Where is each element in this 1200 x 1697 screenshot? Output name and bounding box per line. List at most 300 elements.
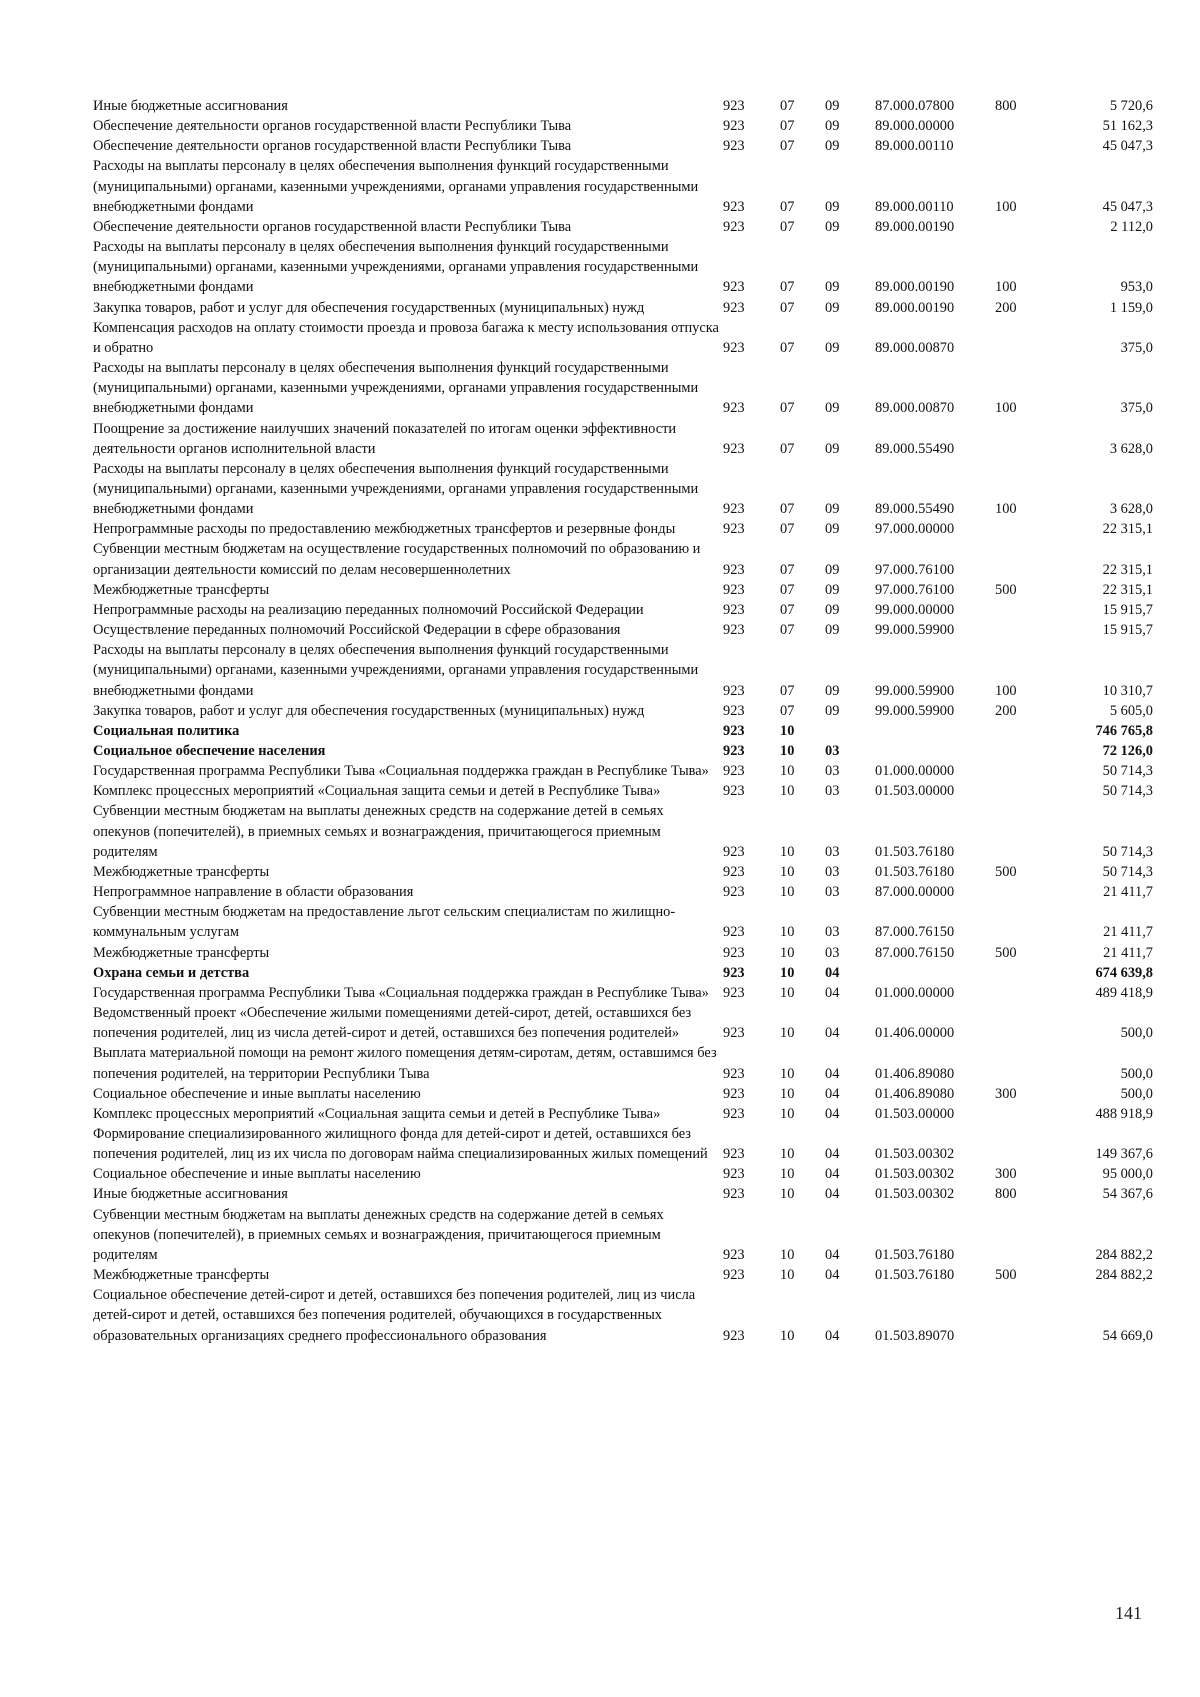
row-section-code: 10 — [780, 763, 795, 780]
row-subsection-code: 09 — [825, 561, 840, 578]
row-subsection-code: 03 — [825, 863, 840, 880]
row-target-article: 89.000.55490 — [875, 440, 955, 457]
row-target-article: 01.503.00000 — [875, 783, 955, 800]
row-name: Обеспечение деятельности органов государственной власти Республики Тыва — [93, 118, 572, 135]
row-target-article: 97.000.76100 — [875, 581, 955, 598]
row-section-code: 07 — [780, 198, 795, 215]
row-expense-type — [995, 902, 1053, 942]
row-section-code: 10 — [780, 944, 795, 961]
row-section-code: 07 — [780, 702, 795, 719]
table-row — [93, 1124, 1153, 1164]
table-row — [93, 358, 1153, 418]
row-section-code: 10 — [780, 1105, 795, 1122]
row-section-code: 10 — [780, 743, 795, 759]
row-subsection-code: 09 — [825, 702, 840, 719]
row-name: Субвенции местным бюджетам на выплаты денежных средств на содержание детей в семьях опекунов (попечителей), в приемных семьях и вознаграждения, причитающегося приемным родителям — [93, 803, 664, 860]
row-amount: 45 047,3 — [1102, 198, 1153, 215]
row-amount: 489 418,9 — [1095, 984, 1153, 1001]
row-grbs-code: 923 — [723, 783, 745, 800]
table-row — [93, 1184, 1153, 1204]
row-grbs-code: 923 — [723, 299, 745, 316]
row-subsection-code: 04 — [825, 1085, 840, 1102]
table-row — [93, 298, 1153, 318]
row-grbs-code: 923 — [723, 722, 745, 739]
table-row — [93, 721, 1153, 741]
row-subsection-code: 09 — [825, 440, 840, 457]
row-amount: 500,0 — [1120, 1025, 1153, 1042]
table-row — [93, 217, 1153, 237]
row-grbs-code: 923 — [723, 743, 745, 759]
table-row — [93, 1285, 1153, 1345]
row-section-code: 07 — [780, 279, 795, 296]
row-amount: 1 159,0 — [1109, 299, 1153, 316]
row-name: Выплата материальной помощи на ремонт жилого помещения детям-сиротам, детям, оставшимся без попечения родителей, на территории Республики Тыва — [93, 1045, 717, 1082]
row-expense-type — [995, 963, 1053, 983]
row-subsection-code: 03 — [825, 843, 840, 860]
row-expense-type: 100 — [995, 501, 1017, 518]
row-name: Формирование специализированного жилищного фонда для детей-сирот и детей, оставшихся без попечения родителей, лиц из их числа по договорам найма специализированных жилых помещений — [93, 1125, 708, 1163]
table-row — [93, 237, 1153, 297]
table-row — [93, 539, 1153, 579]
row-amount: 15 915,7 — [1102, 601, 1153, 618]
row-target-article: 01.503.00302 — [875, 1146, 955, 1163]
row-grbs-code: 923 — [723, 984, 745, 1001]
table-row — [93, 1164, 1153, 1184]
row-grbs-code: 923 — [723, 198, 745, 215]
row-amount: 22 315,1 — [1102, 521, 1153, 538]
row-target-article: 01.000.00000 — [875, 763, 955, 780]
row-grbs-code: 923 — [723, 702, 745, 719]
row-name: Иные бюджетные ассигнования — [93, 1186, 288, 1203]
row-amount: 15 915,7 — [1102, 622, 1153, 639]
row-section-code: 07 — [780, 118, 795, 135]
row-expense-type: 200 — [995, 702, 1017, 719]
row-expense-type: 800 — [995, 98, 1017, 114]
row-amount: 5 720,6 — [1109, 98, 1153, 114]
row-amount: 50 714,3 — [1102, 843, 1153, 860]
row-amount: 54 367,6 — [1102, 1186, 1153, 1203]
row-subsection-code: 04 — [825, 984, 840, 1001]
row-amount: 95 000,0 — [1102, 1166, 1153, 1183]
row-name: Поощрение за достижение наилучших значений показателей по итогам оценки эффективности деятельности органов исполнительной власти — [93, 420, 677, 457]
row-grbs-code: 923 — [723, 581, 745, 598]
row-grbs-code: 923 — [723, 561, 745, 578]
row-section-code: 07 — [780, 400, 795, 417]
row-expense-type — [995, 1104, 1053, 1124]
row-section-code: 07 — [780, 521, 795, 538]
row-subsection-code: 03 — [825, 743, 840, 759]
row-subsection-code: 03 — [825, 944, 840, 961]
row-expense-type: 500 — [995, 1267, 1017, 1284]
row-amount: 284 882,2 — [1095, 1246, 1153, 1263]
row-name: Расходы на выплаты персоналу в целях обеспечения выполнения функций государственными (муниципальными) органами, казенными учреждениями, органами управления государственными внебюджетными фондами — [93, 360, 699, 417]
row-expense-type — [995, 781, 1053, 801]
row-name: Социальное обеспечение и иные выплаты населению — [93, 1166, 421, 1183]
row-amount: 284 882,2 — [1095, 1267, 1153, 1284]
table-row — [93, 580, 1153, 600]
row-amount: 3 628,0 — [1109, 501, 1153, 518]
row-amount: 500,0 — [1120, 1065, 1153, 1082]
row-amount: 21 411,7 — [1103, 924, 1153, 941]
row-target-article: 01.503.89070 — [875, 1327, 955, 1344]
table-row — [93, 781, 1153, 801]
row-name: Закупка товаров, работ и услуг для обеспечения государственных (муниципальных) нужд — [93, 299, 645, 316]
table-row — [93, 701, 1153, 721]
row-section-code: 10 — [780, 1186, 795, 1203]
row-subsection-code: 09 — [825, 198, 840, 215]
row-name: Государственная программа Республики Тыва «Социальная поддержка граждан в Республике Тыва» — [93, 984, 709, 1001]
table-row — [93, 862, 1153, 882]
row-subsection-code: 04 — [825, 1025, 840, 1042]
table-row — [93, 1043, 1153, 1083]
row-amount: 22 315,1 — [1102, 581, 1153, 598]
row-expense-type: 100 — [995, 400, 1017, 417]
row-section-code: 10 — [780, 783, 795, 800]
row-target-article: 99.000.59900 — [875, 622, 955, 639]
row-expense-type — [995, 519, 1053, 539]
table-row — [93, 136, 1153, 156]
row-target-article: 87.000.76150 — [875, 944, 955, 961]
row-amount: 50 714,3 — [1102, 783, 1153, 800]
row-subsection-code: 09 — [825, 118, 840, 135]
row-section-code: 10 — [780, 1166, 795, 1183]
row-target-article: 97.000.76100 — [875, 561, 955, 578]
row-name: Субвенции местным бюджетам на выплаты денежных средств на содержание детей в семьях опекунов (попечителей), в приемных семьях и вознаграждения, причитающегося приемным родителям — [93, 1206, 664, 1263]
row-target-article: 89.000.55490 — [875, 501, 955, 518]
row-expense-type: 100 — [995, 682, 1017, 699]
row-target-article: 99.000.00000 — [875, 601, 955, 618]
row-grbs-code: 923 — [723, 1186, 745, 1203]
table-row — [93, 983, 1153, 1003]
table-row — [93, 1265, 1153, 1285]
row-section-code: 10 — [780, 1085, 795, 1102]
row-grbs-code: 923 — [723, 339, 745, 356]
row-amount: 488 918,9 — [1095, 1105, 1153, 1122]
row-subsection-code: 09 — [825, 682, 840, 699]
row-expense-type: 500 — [995, 581, 1017, 598]
row-subsection-code: 03 — [825, 783, 840, 800]
row-target-article: 89.000.00190 — [875, 279, 955, 296]
row-grbs-code: 923 — [723, 218, 745, 235]
row-target-article: 01.503.76180 — [875, 863, 955, 880]
row-section-code: 07 — [780, 299, 795, 316]
row-amount: 21 411,7 — [1103, 884, 1153, 901]
table-row — [93, 156, 1153, 216]
row-name: Компенсация расходов на оплату стоимости проезда и провоза багажа к месту использования отпуска и обратно — [93, 319, 719, 356]
row-name: Непрограммное направление в области образования — [93, 884, 414, 901]
row-section-code: 07 — [780, 339, 795, 356]
row-name: Субвенции местным бюджетам на предоставление льгот сельским специалистам по жилищно-коммунальным услугам — [93, 904, 676, 941]
row-grbs-code: 923 — [723, 944, 745, 961]
row-grbs-code: 923 — [723, 964, 745, 981]
row-expense-type — [995, 721, 1053, 741]
row-subsection-code: 09 — [825, 138, 840, 155]
row-name: Межбюджетные трансферты — [93, 863, 270, 880]
row-expense-type — [995, 116, 1053, 136]
row-expense-type: 300 — [995, 1085, 1017, 1102]
row-subsection-code: 04 — [825, 1267, 840, 1284]
row-section-code: 10 — [780, 863, 795, 880]
row-expense-type: 800 — [995, 1186, 1017, 1203]
row-target-article — [875, 721, 995, 741]
row-target-article: 97.000.00000 — [875, 521, 955, 538]
row-expense-type — [995, 1205, 1053, 1265]
row-target-article: 89.000.00870 — [875, 400, 955, 417]
table-row — [93, 600, 1153, 620]
row-expense-type — [995, 1285, 1053, 1345]
row-subsection-code — [825, 721, 875, 741]
row-expense-type — [995, 801, 1053, 861]
row-subsection-code: 09 — [825, 299, 840, 316]
row-target-article: 01.503.76180 — [875, 1267, 955, 1284]
row-subsection-code: 04 — [825, 1246, 840, 1263]
row-amount: 149 367,6 — [1095, 1146, 1153, 1163]
row-name: Социальное обеспечение и иные выплаты населению — [93, 1085, 421, 1102]
row-grbs-code: 923 — [723, 400, 745, 417]
table-row — [93, 1104, 1153, 1124]
row-name: Субвенции местным бюджетам на осуществление государственных полномочий по образованию и организации деятельности комиссий по делам несовершеннолетних — [93, 541, 701, 578]
table-row — [93, 1205, 1153, 1265]
row-subsection-code: 04 — [825, 1186, 840, 1203]
row-grbs-code: 923 — [723, 1065, 745, 1082]
row-grbs-code: 923 — [723, 1246, 745, 1263]
row-amount: 21 411,7 — [1103, 944, 1153, 961]
row-amount: 72 126,0 — [1102, 743, 1153, 759]
row-amount: 953,0 — [1120, 279, 1153, 296]
row-grbs-code: 923 — [723, 1085, 745, 1102]
table-row — [93, 902, 1153, 942]
row-grbs-code: 923 — [723, 279, 745, 296]
row-expense-type — [995, 1043, 1053, 1083]
row-grbs-code: 923 — [723, 924, 745, 941]
row-section-code: 10 — [780, 1327, 795, 1344]
row-grbs-code: 923 — [723, 1267, 745, 1284]
row-amount: 50 714,3 — [1102, 763, 1153, 780]
row-subsection-code: 03 — [825, 763, 840, 780]
row-amount: 746 765,8 — [1095, 722, 1153, 739]
table-row — [93, 1084, 1153, 1104]
row-name: Государственная программа Республики Тыва «Социальная поддержка граждан в Республике Тыва» — [93, 763, 709, 780]
row-section-code: 07 — [780, 561, 795, 578]
row-target-article: 99.000.59900 — [875, 682, 955, 699]
row-subsection-code: 09 — [825, 400, 840, 417]
row-section-code: 10 — [780, 1065, 795, 1082]
row-name: Комплекс процессных мероприятий «Социальная защита семьи и детей в Республике Тыва» — [93, 783, 661, 800]
row-expense-type — [995, 882, 1053, 902]
row-target-article: 01.503.76180 — [875, 843, 955, 860]
row-subsection-code: 03 — [825, 884, 840, 901]
row-expense-type — [995, 983, 1053, 1003]
row-grbs-code: 923 — [723, 622, 745, 639]
table-row — [93, 741, 1153, 761]
table-row — [93, 96, 1153, 116]
row-expense-type — [995, 620, 1053, 640]
row-target-article: 01.000.00000 — [875, 984, 955, 1001]
row-expense-type — [995, 1003, 1053, 1043]
row-target-article: 89.000.00000 — [875, 118, 955, 135]
row-target-article: 89.000.00190 — [875, 299, 955, 316]
row-subsection-code: 09 — [825, 98, 840, 114]
row-grbs-code: 923 — [723, 843, 745, 860]
row-section-code: 10 — [780, 1025, 795, 1042]
row-subsection-code: 09 — [825, 581, 840, 598]
row-amount: 5 605,0 — [1109, 702, 1153, 719]
row-section-code: 07 — [780, 98, 795, 114]
row-section-code: 10 — [780, 1146, 795, 1163]
row-amount: 3 628,0 — [1109, 440, 1153, 457]
row-expense-type: 100 — [995, 279, 1017, 296]
row-expense-type — [995, 761, 1053, 781]
row-amount: 45 047,3 — [1102, 138, 1153, 155]
row-grbs-code: 923 — [723, 884, 745, 901]
row-expense-type: 500 — [995, 944, 1017, 961]
row-name: Непрограммные расходы по предоставлению межбюджетных трансфертов и резервные фонды — [93, 521, 676, 538]
row-grbs-code: 923 — [723, 440, 745, 457]
row-name: Межбюджетные трансферты — [93, 1267, 270, 1284]
row-grbs-code: 923 — [723, 1166, 745, 1183]
row-name: Социальное обеспечение населения — [93, 743, 326, 759]
row-name: Расходы на выплаты персоналу в целях обеспечения выполнения функций государственными (муниципальными) органами, казенными учреждениями, органами управления государственными внебюджетными фондами — [93, 460, 699, 518]
row-grbs-code: 923 — [723, 1105, 745, 1122]
row-target-article: 87.000.07800 — [875, 98, 955, 114]
row-section-code: 10 — [780, 924, 795, 941]
row-name: Расходы на выплаты персоналу в целях обеспечения выполнения функций государственными (муниципальными) органами, казенными учреждениями, органами управления государственными внебюджетными фондами — [93, 158, 699, 215]
row-grbs-code: 923 — [723, 501, 745, 518]
row-target-article: 89.000.00110 — [875, 198, 954, 215]
table-row — [93, 761, 1153, 781]
row-section-code: 10 — [780, 1246, 795, 1263]
row-amount: 54 669,0 — [1102, 1327, 1153, 1344]
row-grbs-code: 923 — [723, 138, 745, 155]
row-target-article: 01.503.00302 — [875, 1166, 955, 1183]
row-expense-type: 300 — [995, 1166, 1017, 1183]
row-grbs-code: 923 — [723, 98, 745, 114]
row-expense-type: 100 — [995, 198, 1017, 215]
table-row — [93, 620, 1153, 640]
row-name: Охрана семьи и детства — [93, 964, 250, 981]
table-row — [93, 963, 1153, 983]
row-subsection-code: 09 — [825, 622, 840, 639]
row-expense-type — [995, 600, 1053, 620]
row-name: Социальное обеспечение детей-сирот и детей, оставшихся без попечения родителей, лиц из числа детей-сирот и детей, оставшихся без попечения родителей, обучающихся в государственных образовательных организациях среднего профессионального образования — [93, 1287, 696, 1344]
row-section-code: 07 — [780, 601, 795, 618]
row-section-code: 07 — [780, 218, 795, 235]
row-amount: 375,0 — [1120, 400, 1153, 417]
row-name: Межбюджетные трансферты — [93, 581, 270, 598]
row-subsection-code: 04 — [825, 1327, 840, 1344]
row-expense-type: 200 — [995, 299, 1017, 316]
row-amount: 22 315,1 — [1102, 561, 1153, 578]
row-grbs-code: 923 — [723, 601, 745, 618]
row-target-article: 99.000.59900 — [875, 702, 955, 719]
row-grbs-code: 923 — [723, 1327, 745, 1344]
table-row — [93, 943, 1153, 963]
page-number: 141 — [1115, 1603, 1142, 1623]
row-name: Ведомственный проект «Обеспечение жилыми помещениями детей-сирот, детей, оставшихся без попечения родителей, лиц из числа детей-сирот и детей, оставшихся без попечения родителей» — [93, 1005, 692, 1042]
row-target-article: 87.000.76150 — [875, 924, 955, 941]
row-section-code: 07 — [780, 682, 795, 699]
row-section-code: 10 — [780, 843, 795, 860]
row-name: Обеспечение деятельности органов государственной власти Республики Тыва — [93, 138, 572, 155]
table-row — [93, 318, 1153, 358]
row-amount: 10 310,7 — [1102, 682, 1153, 699]
row-section-code: 10 — [780, 722, 795, 739]
row-subsection-code: 09 — [825, 501, 840, 518]
row-name: Непрограммные расходы на реализацию переданных полномочий Российской Федерации — [93, 601, 644, 618]
table-row — [93, 459, 1153, 519]
row-target-article: 01.406.89080 — [875, 1065, 955, 1082]
row-name: Комплекс процессных мероприятий «Социальная защита семьи и детей в Республике Тыва» — [93, 1105, 661, 1122]
row-expense-type: 500 — [995, 863, 1017, 880]
row-subsection-code: 04 — [825, 1065, 840, 1082]
row-target-article: 01.503.00302 — [875, 1186, 955, 1203]
row-subsection-code: 09 — [825, 279, 840, 296]
row-grbs-code: 923 — [723, 118, 745, 135]
row-grbs-code: 923 — [723, 1025, 745, 1042]
row-target-article: 01.406.00000 — [875, 1025, 955, 1042]
row-subsection-code: 04 — [825, 1105, 840, 1122]
row-target-article: 89.000.00870 — [875, 339, 955, 356]
row-grbs-code: 923 — [723, 763, 745, 780]
row-target-article: 01.406.89080 — [875, 1085, 955, 1102]
table-row — [93, 1003, 1153, 1043]
row-section-code: 10 — [780, 964, 795, 981]
row-grbs-code: 923 — [723, 1146, 745, 1163]
row-name: Социальная политика — [93, 722, 240, 739]
row-amount: 2 112,0 — [1110, 218, 1153, 235]
row-amount: 51 162,3 — [1102, 118, 1153, 135]
row-target-article: 89.000.00190 — [875, 218, 955, 235]
table-row — [93, 640, 1153, 700]
row-name: Закупка товаров, работ и услуг для обеспечения государственных (муниципальных) нужд — [93, 702, 645, 719]
row-subsection-code: 04 — [825, 1166, 840, 1183]
row-subsection-code: 09 — [825, 339, 840, 356]
row-expense-type — [995, 419, 1053, 459]
row-expense-type — [995, 136, 1053, 156]
row-target-article — [875, 963, 995, 983]
row-expense-type — [995, 318, 1053, 358]
row-amount: 50 714,3 — [1102, 863, 1153, 880]
row-section-code: 07 — [780, 581, 795, 598]
row-section-code: 10 — [780, 984, 795, 1001]
row-name: Обеспечение деятельности органов государственной власти Республики Тыва — [93, 218, 572, 235]
row-name: Осуществление переданных полномочий Российской Федерации в сфере образования — [93, 622, 621, 639]
row-section-code: 10 — [780, 884, 795, 901]
table-row — [93, 419, 1153, 459]
row-grbs-code: 923 — [723, 521, 745, 538]
row-expense-type — [995, 1124, 1053, 1164]
table-row — [93, 801, 1153, 861]
table-row — [93, 519, 1153, 539]
row-section-code: 07 — [780, 501, 795, 518]
table-row — [93, 882, 1153, 902]
row-subsection-code: 04 — [825, 1146, 840, 1163]
row-section-code: 07 — [780, 440, 795, 457]
row-target-article: 01.503.76180 — [875, 1246, 955, 1263]
row-grbs-code: 923 — [723, 863, 745, 880]
row-subsection-code: 09 — [825, 601, 840, 618]
row-expense-type — [995, 217, 1053, 237]
budget-table-body — [93, 96, 1153, 1346]
row-name: Расходы на выплаты персоналу в целях обеспечения выполнения функций государственными (муниципальными) органами, казенными учреждениями, органами управления государственными внебюджетными фондами — [93, 239, 699, 296]
row-amount: 500,0 — [1120, 1085, 1153, 1102]
row-name: Межбюджетные трансферты — [93, 944, 270, 961]
row-target-article: 89.000.00110 — [875, 138, 954, 155]
row-section-code: 07 — [780, 622, 795, 639]
row-subsection-code: 03 — [825, 924, 840, 941]
row-subsection-code: 04 — [825, 964, 840, 981]
row-target-article — [875, 741, 995, 761]
